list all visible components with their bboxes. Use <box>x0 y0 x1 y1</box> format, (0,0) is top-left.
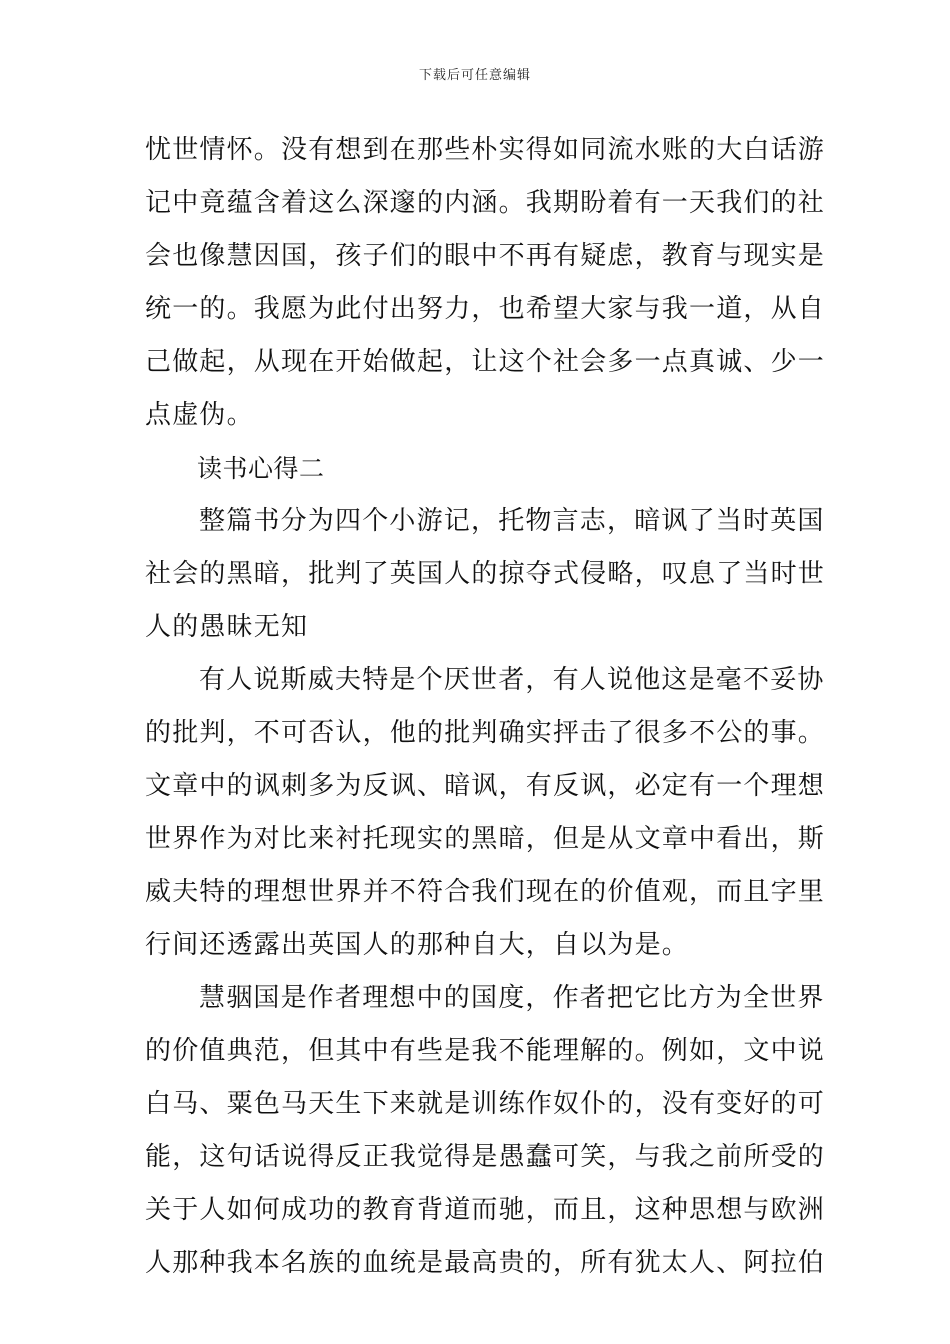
text-line: 能，这句话说得反正我觉得是愚蠢可笑，与我之前所受的 <box>145 1142 826 1172</box>
text-line: 白马、粟色马天生下来就是训练作奴仆的，没有变好的可 <box>145 1089 826 1119</box>
text-line: 记中竟蕴含着这么深邃的内涵。我期盼着有一天我们的社 <box>145 188 826 218</box>
text-line: 关于人如何成功的教育背道而驰，而且，这种思想与欧洲 <box>145 1195 826 1225</box>
text-line: 人的愚昧无知 <box>145 612 309 642</box>
text-line: 会也像慧因国，孩子们的眼中不再有疑虑，教育与现实是 <box>145 241 826 271</box>
text-line: 世界作为对比来衬托现实的黑暗，但是从文章中看出，斯 <box>145 824 826 854</box>
document-body <box>145 124 826 1290</box>
text-line: 行间还透露出英国人的那种自大，自以为是。 <box>145 930 690 960</box>
paragraph <box>145 972 826 1290</box>
text-line: 整篇书分为四个小游记，托物言志，暗讽了当时英国 <box>199 506 825 536</box>
text-line: 忧世情怀。没有想到在那些朴实得如同流水账的大白话游 <box>145 135 826 165</box>
text-line: 慧骃国是作者理想中的国度，作者把它比方为全世界 <box>199 983 825 1013</box>
text-line: 有人说斯威夫特是个厌世者，有人说他这是毫不妥协 <box>199 665 825 695</box>
text-line: 己做起，从现在开始做起，让这个社会多一点真诚、少一 <box>145 347 826 377</box>
paragraph <box>145 654 826 972</box>
text-line: 的价值典范，但其中有些是我不能理解的。例如，文中说 <box>145 1036 826 1066</box>
text-line: 的批判，不可否认，他的批判确实抨击了很多不公的事。 <box>145 718 826 748</box>
text-line: 点虚伪。 <box>145 400 254 430</box>
paragraph <box>145 495 826 654</box>
paragraph <box>145 124 826 442</box>
text-line: 文章中的讽刺多为反讽、暗讽，有反讽，必定有一个理想 <box>145 771 826 801</box>
text-line: 人那种我本名族的血统是最高贵的，所有犹太人、阿拉伯 <box>145 1248 826 1278</box>
text-line: 威夫特的理想世界并不符合我们现在的价值观，而且字里 <box>145 877 826 907</box>
section-heading: 读书心得二 <box>197 454 325 483</box>
text-line: 社会的黑暗，批判了英国人的掠夺式侵略，叹息了当时世 <box>145 559 826 589</box>
page-header: 下载后可任意编辑 <box>418 68 531 83</box>
text-line: 统一的。我愿为此付出努力，也希望大家与我一道，从自 <box>145 294 826 324</box>
